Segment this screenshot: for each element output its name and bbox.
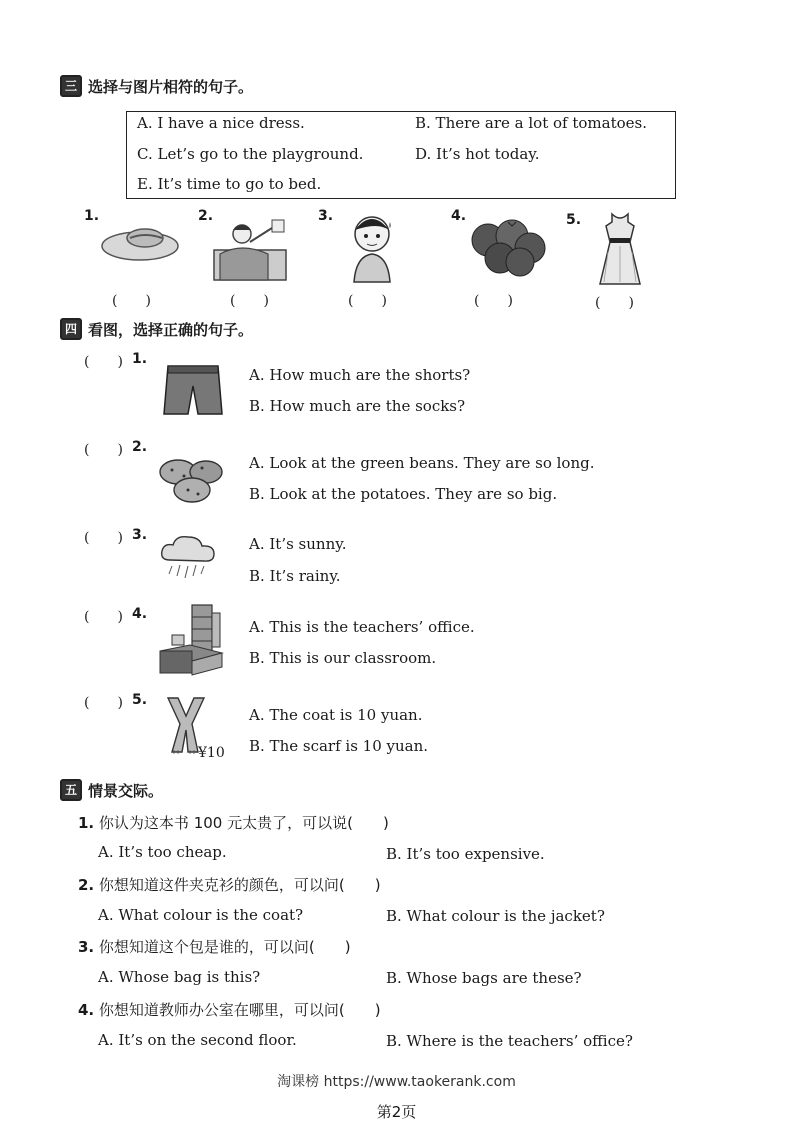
- item-2-number: 2.: [132, 439, 148, 455]
- potatoes-icon: [158, 456, 228, 504]
- question-1: [78, 812, 389, 833]
- boy-in-bed-icon: [212, 214, 290, 284]
- section-3-number: 三: [60, 75, 82, 97]
- pic-3-number: 3.: [318, 208, 334, 224]
- question-4: [78, 999, 381, 1020]
- item-2-option-b: B. Look at the potatoes. They are so big.: [249, 485, 558, 503]
- pic-1-number: 1.: [84, 208, 100, 224]
- item-1-option-b: B. How much are the socks?: [249, 397, 466, 415]
- option-c: C. Let’s go to the playground.: [137, 145, 364, 163]
- item-3-option-a: A. It’s sunny.: [249, 535, 347, 553]
- tomatoes-icon: [468, 218, 548, 278]
- question-3-number: 3.: [78, 938, 95, 956]
- watermark: 淘课榜 https://www.taokerank.com: [277, 1074, 516, 1090]
- section-4-title: 看图，选择正确的句子。: [88, 320, 254, 339]
- question-2-option-b: B. What colour is the jacket?: [386, 907, 605, 925]
- question-3-option-b: B. Whose bags are these?: [386, 969, 582, 987]
- question-1-number: 1.: [78, 814, 95, 832]
- question-4-text: 你想知道教师办公室在哪里，可以问( ): [98, 1001, 381, 1019]
- section-4-number: 四: [60, 318, 82, 340]
- item-1-option-a: A. How much are the shorts?: [249, 366, 471, 384]
- item-3-number: 3.: [132, 527, 148, 543]
- item-5-option-b: B. The scarf is 10 yuan.: [249, 737, 429, 755]
- pic-2-answer[interactable]: ( ): [230, 293, 269, 309]
- question-2-option-a: A. What colour is the coat?: [98, 906, 304, 924]
- pic-4-number: 4.: [451, 208, 467, 224]
- question-3-option-a: A. Whose bag is this?: [98, 968, 261, 986]
- question-3-text: 你想知道这个包是谁的，可以问( ): [98, 938, 351, 956]
- section-3-header: [60, 75, 253, 97]
- question-4-option-a: A. It’s on the second floor.: [98, 1031, 297, 1049]
- section-5-title: 情景交际。: [88, 781, 164, 800]
- item-4-number: 4.: [132, 606, 148, 622]
- pic-1-answer[interactable]: ( ): [112, 293, 151, 309]
- rain-cloud-icon: [158, 534, 218, 584]
- item-3-option-b: B. It’s rainy.: [249, 567, 341, 585]
- item-1-number: 1.: [132, 351, 148, 367]
- question-4-option-b: B. Where is the teachers’ office?: [386, 1032, 633, 1050]
- question-1-option-a: A. It’s too cheap.: [98, 843, 227, 861]
- section-3-title: 选择与图片相符的句子。: [88, 77, 254, 96]
- item-2-answer[interactable]: ( ): [84, 442, 123, 458]
- question-2-text: 你想知道这件夹克衫的颜色，可以问( ): [98, 876, 381, 894]
- pic-3-answer[interactable]: ( ): [348, 293, 387, 309]
- section-4-header: [60, 318, 253, 340]
- hat-icon: [100, 218, 180, 266]
- dress-icon: [598, 212, 642, 288]
- question-2-number: 2.: [78, 876, 95, 894]
- item-5-option-a: A. The coat is 10 yuan.: [249, 706, 423, 724]
- shorts-icon: [162, 364, 224, 418]
- question-1-text: 你认为这本书 100 元太贵了，可以说( ): [98, 814, 389, 832]
- pic-4-answer[interactable]: ( ): [474, 293, 513, 309]
- scarf-price: ¥10: [198, 745, 225, 761]
- item-5-number: 5.: [132, 692, 148, 708]
- question-2: [78, 874, 381, 895]
- item-4-option-b: B. This is our classroom.: [249, 649, 437, 667]
- section-5-number: 五: [60, 779, 82, 801]
- option-d: D. It’s hot today.: [415, 145, 540, 163]
- item-2-option-a: A. Look at the green beans. They are so long.: [249, 454, 595, 472]
- office-icon: [156, 603, 226, 679]
- option-a: A. I have a nice dress.: [137, 114, 305, 132]
- question-1-option-b: B. It’s too expensive.: [386, 845, 545, 863]
- option-e: E. It’s time to go to bed.: [137, 175, 322, 193]
- item-4-option-a: A. This is the teachers’ office.: [249, 618, 475, 636]
- sweating-boy-icon: [348, 212, 398, 284]
- item-3-answer[interactable]: ( ): [84, 530, 123, 546]
- item-5-answer[interactable]: ( ): [84, 695, 123, 711]
- item-1-answer[interactable]: ( ): [84, 354, 123, 370]
- question-3: [78, 936, 351, 957]
- pic-5-number: 5.: [566, 212, 582, 228]
- item-4-answer[interactable]: ( ): [84, 609, 123, 625]
- section-5-header: [60, 779, 163, 801]
- page-number: 第2页: [376, 1103, 417, 1121]
- question-4-number: 4.: [78, 1001, 95, 1019]
- pic-5-answer[interactable]: ( ): [595, 295, 634, 311]
- options-box: [126, 111, 676, 199]
- option-b: B. There are a lot of tomatoes.: [415, 114, 647, 132]
- pic-2-number: 2.: [198, 208, 214, 224]
